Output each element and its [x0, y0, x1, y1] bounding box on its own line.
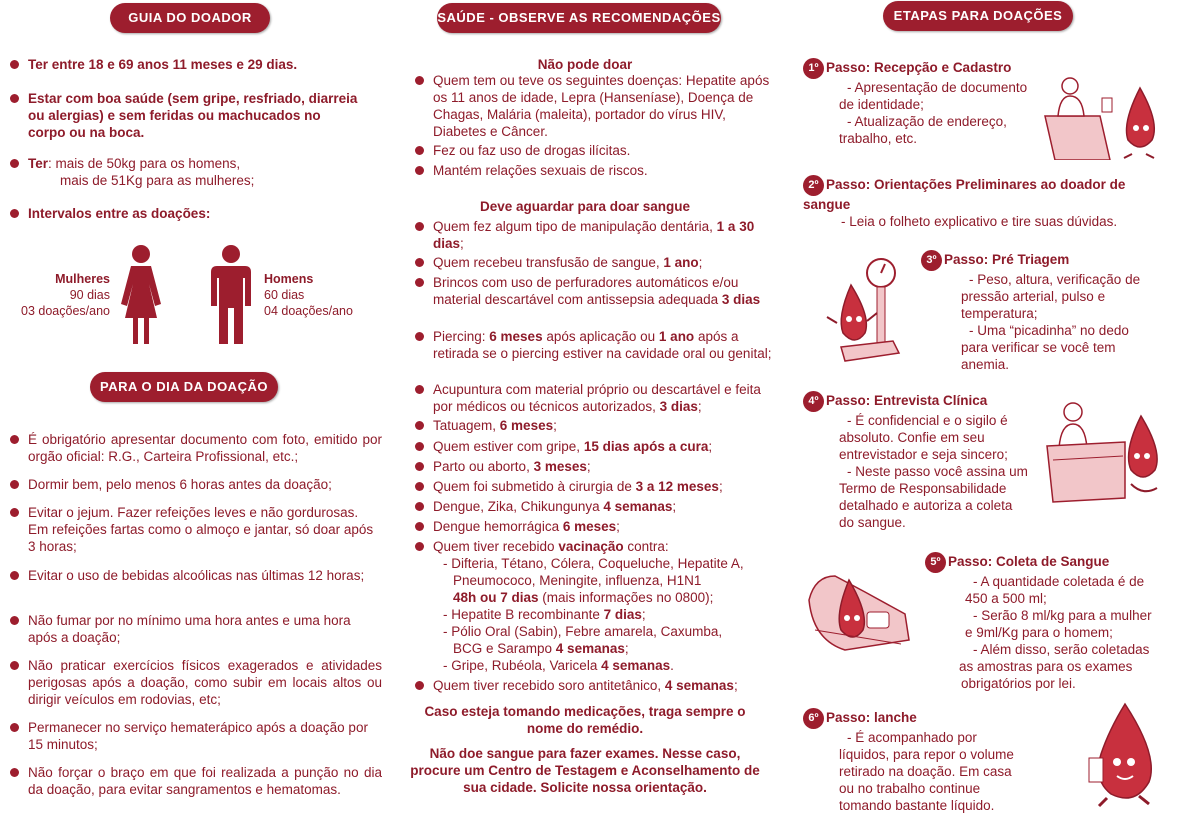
step-title: Passo: Orientações Preliminares ao doador de sangue	[803, 177, 1126, 212]
step-3	[921, 250, 1181, 373]
tip-item: Não forçar o braço em que foi realizada a punção no dia da doação, para evitar sangramentos e hematomas.	[10, 764, 382, 798]
exam-note: Não doe sangue para fazer exames. Nesse caso, procure um Centro de Testagem e Aconselhamento de sua cidade. Solicite nossa orientação.	[410, 746, 760, 795]
step-6	[803, 708, 1053, 814]
snack-drop-illustration	[1073, 700, 1173, 812]
women-interval	[20, 271, 110, 319]
step-body-line: as amostras para os exames	[959, 659, 1133, 674]
wait-item: Quem tiver recebido soro antitetânico, 4 semanas;	[415, 677, 778, 694]
wait-item: Brincos com uso de perfuradores automáticos e/ou material descartável com antissepsia adequada 3 dias	[415, 274, 778, 308]
vaccine-line: - Hepatite B recombinante 7 dias;	[443, 607, 646, 622]
wait-item: Quem fez algum tipo de manipulação dentária, 1 a 30 dias;	[415, 218, 778, 252]
blood-collection-illustration	[805, 570, 915, 660]
step-body-line: - Apresentação de documento	[847, 80, 1028, 95]
requirement-weight	[10, 155, 368, 189]
step-body-line: detalhado e autoriza a coleta	[839, 498, 1013, 513]
step-number: 5º	[925, 552, 946, 573]
tip-item: Evitar o uso de bebidas alcoólicas nas últimas 12 horas;	[10, 567, 382, 584]
deve-aguardar-heading: Deve aguardar para doar sangue	[479, 199, 691, 214]
restriction-item: Quem tem ou teve os seguintes doenças: Hepatite após os 11 anos de idade, Lepra (Hanseníase), Doença de Chagas, Malária (maleita), portador do vírus HIV, Diabetes e Câncer.	[415, 72, 773, 140]
step-5	[925, 552, 1175, 692]
tip-item: Evitar o jejum. Fazer refeições leves e não gordurosas. Em refeições fartas como o almoço e jantar, só doar após 3 horas;	[10, 504, 382, 555]
wait-item: Quem estiver com gripe, 15 dias após a cura;	[415, 438, 778, 455]
vaccination-list	[443, 555, 773, 674]
step-body-line: retirado na doação. Em casa	[839, 764, 1012, 779]
step-body-line: entrevistador e seja sincero;	[839, 447, 1008, 462]
requirement-age: Ter entre 18 e 69 anos 11 meses e 29 dias.	[10, 56, 388, 73]
women-count: 03 doações/ano	[21, 304, 110, 318]
step-body-line: ou no trabalho continue	[839, 781, 981, 796]
step-body-line: tomando bastante líquido.	[839, 798, 995, 813]
women-label: Mulheres	[55, 272, 110, 286]
step-number: 1º	[803, 58, 824, 79]
weight-label: Ter	[28, 156, 49, 171]
tip-item: Dormir bem, pelo menos 6 horas antes da doação;	[10, 476, 382, 493]
step-body-line: - Leia o folheto explicativo e tire suas dúvidas.	[841, 214, 1118, 229]
tip-item: Não praticar exercícios físicos exagerados e atividades perigosas após a doação, como subir em locais altos ou dirigir veículos em rodovias, etc;	[10, 657, 382, 708]
requirement-intervals: Intervalos entre as doações:	[10, 205, 368, 222]
vaccine-line: - Difteria, Tétano, Cólera, Coqueluche, Hepatite A,	[443, 556, 744, 571]
step-body-line: - Atualização de endereço,	[847, 114, 1007, 129]
tip-item: Não fumar por no mínimo uma hora antes e uma hora após a doação;	[10, 612, 382, 646]
restriction-item: Fez ou faz uso de drogas ilícitas.	[415, 142, 773, 159]
saude-title-badge: SAÚDE - OBSERVE AS RECOMENDAÇÕES	[437, 3, 721, 33]
vaccine-line: - Gripe, Rubéola, Varicela 4 semanas.	[443, 658, 674, 673]
medication-note: Caso esteja tomando medicações, traga sempre o nome do remédio.	[424, 704, 746, 736]
step-body-line: líquidos, para repor o volume	[839, 747, 1014, 762]
step-body-line: - É acompanhado por	[847, 730, 977, 745]
tip-item: Permanecer no serviço hematerápico após a doação por 15 minutos;	[10, 719, 382, 753]
tip-item: É obrigatório apresentar documento com foto, emitido por orgão oficial: R.G., Carteira Profissional, etc.;	[10, 431, 382, 465]
weight-women: mais de 51Kg para as mulheres;	[60, 173, 255, 188]
step-title: Passo: Coleta de Sangue	[948, 554, 1110, 570]
step-body-line: obrigatórios por lei.	[961, 676, 1076, 691]
dia-doacao-title-badge: PARA O DIA DA DOAÇÃO	[90, 372, 278, 402]
step-body-line: trabalho, etc.	[839, 131, 918, 146]
step-body-line: - Serão 8 ml/kg para a mulher	[973, 608, 1152, 623]
etapas-title-badge: ETAPAS PARA DOAÇÕES	[883, 1, 1073, 31]
step-number: 4º	[803, 391, 824, 412]
vaccine-line: BCG e Sarampo 4 semanas;	[453, 641, 629, 656]
step-body-line: anemia.	[961, 357, 1010, 372]
wait-item: Acupuntura com material próprio ou descartável e feita por médicos ou técnicos autorizados, 3 dias;	[415, 381, 778, 415]
wait-item: Dengue hemorrágica 6 meses;	[415, 518, 778, 535]
vaccine-line: Pneumococo, Meningite, influenza, H1N1	[453, 573, 702, 588]
woman-icon	[117, 244, 165, 346]
wait-item: Quem foi submetido à cirurgia de 3 a 12 meses;	[415, 478, 778, 495]
step-body-line: pressão arterial, pulso e	[961, 289, 1106, 304]
guia-title-badge: GUIA DO DOADOR	[110, 3, 270, 33]
man-icon	[207, 244, 255, 346]
wait-item: Parto ou aborto, 3 meses;	[415, 458, 778, 475]
step-body-line: temperatura;	[961, 306, 1038, 321]
step-title: Passo: Entrevista Clínica	[826, 393, 988, 409]
step-number: 2º	[803, 175, 824, 196]
step-body-line: - É confidencial e o sigilo é	[847, 413, 1008, 428]
reception-illustration	[1040, 68, 1170, 160]
wait-item: Tatuagem, 6 meses;	[415, 417, 778, 434]
nao-pode-doar-heading: Não pode doar	[537, 57, 633, 72]
wait-item: Quem recebeu transfusão de sangue, 1 ano;	[415, 254, 778, 271]
column-saude	[395, 0, 780, 817]
step-body-line: absoluto. Confie em seu	[839, 430, 985, 445]
vaccine-line: - Pólio Oral (Sabin), Febre amarela, Caxumba,	[443, 624, 723, 639]
women-days: 90 dias	[69, 288, 110, 302]
restriction-item: Mantém relações sexuais de riscos.	[415, 162, 773, 179]
step-2	[803, 175, 1173, 230]
step-body-line: - Neste passo você assina um	[847, 464, 1028, 479]
interview-illustration	[1045, 398, 1173, 506]
step-body-line: para verificar se você tem	[961, 340, 1116, 355]
men-interval	[264, 271, 374, 319]
step-1	[803, 58, 1043, 147]
weight-men: : mais de 50kg para os homens,	[48, 156, 241, 171]
step-title: Passo: Recepção e Cadastro	[826, 60, 1012, 76]
step-body-line: - Peso, altura, verificação de	[969, 272, 1141, 287]
step-title: Passo: lanche	[826, 710, 917, 726]
step-title: Passo: Pré Triagem	[944, 252, 1070, 268]
wait-item: Piercing: 6 meses após aplicação ou 1 ano após a retirada se o piercing estiver na cavidade oral ou genital;	[415, 328, 778, 362]
vaccine-line: 48h ou 7 dias (mais informações no 0800);	[453, 590, 714, 605]
men-days: 60 dias	[264, 288, 305, 302]
step-body-line: de identidade;	[839, 97, 924, 112]
step-number: 3º	[921, 250, 942, 271]
column-guia-doador	[0, 0, 380, 817]
weighing-scale-illustration	[823, 255, 918, 365]
step-body-line: Termo de Responsabilidade	[839, 481, 1007, 496]
requirement-health: Estar com boa saúde (sem gripe, resfriado, diarreia ou alergias) e sem feridas ou machucados no corpo ou na boca.	[10, 90, 358, 141]
step-number: 6º	[803, 708, 824, 729]
men-count: 04 doações/ano	[264, 304, 353, 318]
column-etapas	[795, 0, 1181, 817]
step-body-line: - A quantidade coletada é de	[973, 574, 1145, 589]
step-body-line: - Uma “picadinha” no dedo	[969, 323, 1129, 338]
step-body-line: do sangue.	[839, 515, 906, 530]
men-label: Homens	[264, 272, 314, 286]
step-4	[803, 391, 1053, 531]
step-body-line: 450 a 500 ml;	[965, 591, 1047, 606]
step-body-line: e 9ml/Kg para o homem;	[965, 625, 1113, 640]
wait-item: Dengue, Zika, Chikungunya 4 semanas;	[415, 498, 778, 515]
wait-item-vaccination: Quem tiver recebido vacinação contra:	[415, 538, 778, 555]
step-body-line: - Além disso, serão coletadas	[973, 642, 1150, 657]
